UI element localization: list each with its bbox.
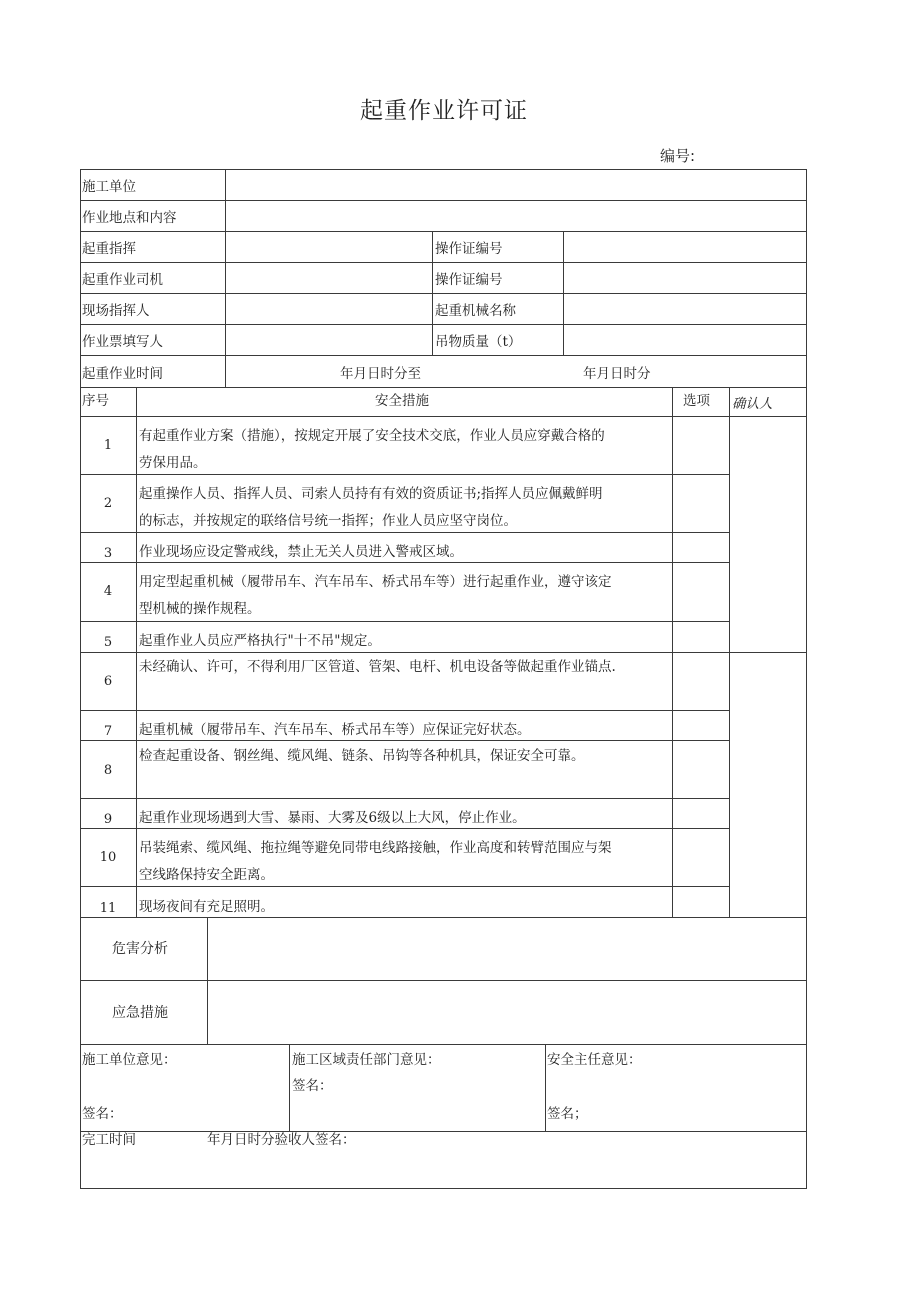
measure-no: 8 <box>103 763 113 778</box>
measure-no: 9 <box>103 812 113 827</box>
ticket-writer-label: 作业票填写人 <box>82 334 163 350</box>
measure-no: 1 <box>103 438 113 453</box>
measure-text: 有起重作业方案（措施），按规定开展了安全技术交底，作业人员应穿戴合格的 劳保用品。 <box>139 428 605 471</box>
lifting-commander-label: 起重指挥 <box>82 241 136 257</box>
measure-no: 3 <box>103 546 113 561</box>
measure-no: 6 <box>103 674 113 689</box>
load-weight-label: 吊物质量（t） <box>435 334 522 350</box>
measure-text: 现场夜间有充足照明。 <box>139 899 274 915</box>
col-header-option: 选项 <box>683 393 710 409</box>
measure-text: 起重机械（履带吊车、汽车吊车、桥式吊车等）应保证完好状态。 <box>139 722 531 738</box>
signature-label: 签名： <box>292 1078 333 1094</box>
measure-no: 10 <box>99 850 117 865</box>
time-to-label: 年月日时分 <box>583 366 651 382</box>
work-time-label: 起重作业时间 <box>82 366 163 382</box>
emergency-measures-label: 应急措施 <box>112 1005 168 1021</box>
signature-label: 签名； <box>547 1106 588 1122</box>
doc-number-label: 编号: <box>660 147 696 165</box>
measure-text: 用定型起重机械（履带吊车、汽车吊车、桥式吊车等）进行起重作业，遵守该定 型机械的操作规程。 <box>139 574 612 617</box>
measure-no: 2 <box>103 496 113 511</box>
cert-number-label-2: 操作证编号 <box>435 272 503 288</box>
page-title: 起重作业许可证 <box>360 98 528 124</box>
measure-no: 5 <box>103 635 113 650</box>
completion-time-label: 完工时间 <box>82 1132 136 1148</box>
time-from-label: 年月日时分至 <box>340 366 421 382</box>
measure-text: 起重作业人员应严格执行"十不吊"规定。 <box>139 633 381 649</box>
measure-text: 检查起重设备、钢丝绳、缆风绳、链条、吊钩等各种机具，保证安全可靠。 <box>139 748 585 764</box>
safety-opinion-label: 安全主任意见： <box>547 1052 642 1068</box>
machine-name-label: 起重机械名称 <box>435 303 516 319</box>
measure-text: 起重作业现场遇到大雪、暴雨、大雾及6级以上大风，停止作业。 <box>139 810 526 826</box>
col-header-confirmer: 确认人 <box>732 396 773 412</box>
measure-no: 4 <box>103 584 113 599</box>
measure-text: 未经确认、许可，不得利用厂区管道、管架、电杆、机电设备等做起重作业锚点. <box>139 659 616 675</box>
cert-number-label-1: 操作证编号 <box>435 241 503 257</box>
unit-opinion-label: 施工单位意见： <box>82 1052 177 1068</box>
lifting-driver-label: 起重作业司机 <box>82 272 163 288</box>
measure-text: 吊装绳索、缆风绳、拖拉绳等避免同带电线路接触，作业高度和转臂范围应与架 空线路保持安全距离。 <box>139 840 612 883</box>
area-opinion-label: 施工区域责任部门意见： <box>292 1052 441 1068</box>
measure-no: 7 <box>103 724 113 739</box>
col-header-no: 序号 <box>82 393 109 409</box>
measure-text: 起重操作人员、指挥人员、司索人员持有有效的资质证书;指挥人员应佩戴鲜明 的标志，并按规定的联络信号统一指挥；作业人员应坚守岗位。 <box>139 486 603 529</box>
signature-label: 签名： <box>82 1106 123 1122</box>
col-header-measure: 安全措施 <box>375 393 429 409</box>
measure-text: 作业现场应设定警戒线，禁止无关人员进入警戒区域。 <box>139 544 463 560</box>
measure-no: 11 <box>99 901 117 916</box>
acceptance-signature-label: 年月日时分验收人签名： <box>207 1132 356 1148</box>
hazard-analysis-label: 危害分析 <box>112 941 168 957</box>
site-commander-label: 现场指挥人 <box>82 303 150 319</box>
construction-unit-label: 施工单位 <box>82 179 136 195</box>
location-content-label: 作业地点和内容 <box>82 210 177 226</box>
